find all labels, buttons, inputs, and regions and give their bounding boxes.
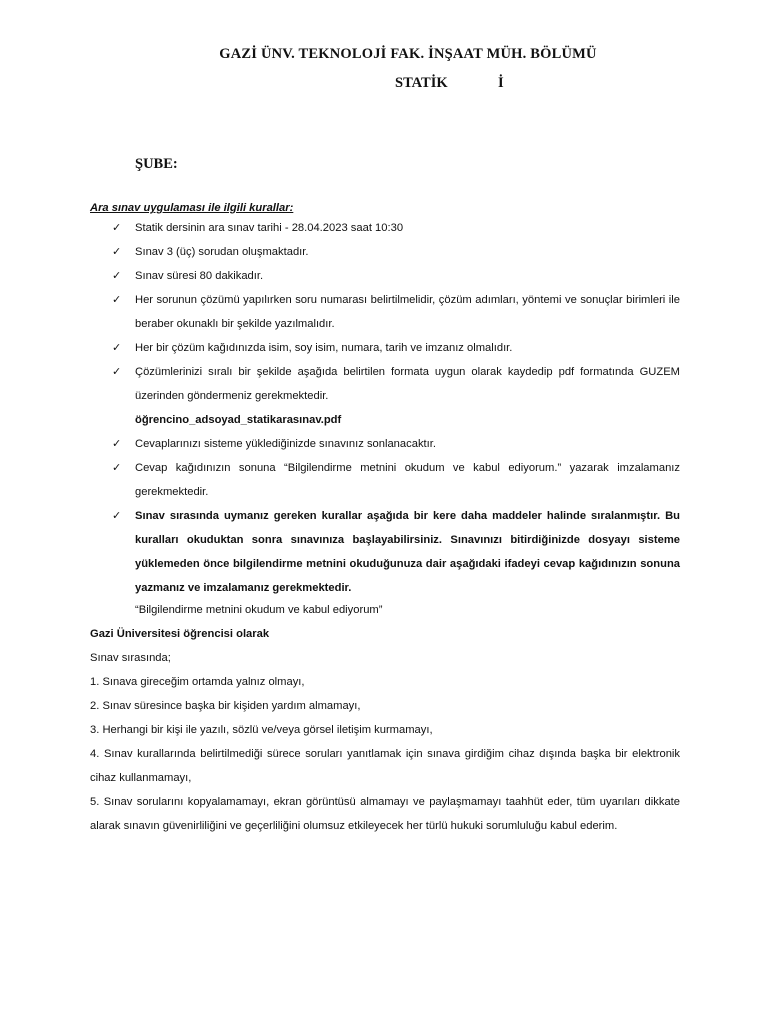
section-label: ŞUBE: [135, 156, 178, 172]
course-title-mark: İ [498, 75, 504, 91]
statement-quote: “Bilgilendirme metnini okudum ve kabul ediyorum” [135, 604, 383, 616]
pledge-item: 2. Sınav süresince başka bir kişiden yardım almamayı, [90, 700, 361, 712]
pledge-intro: Sınav sırasında; [90, 652, 171, 664]
rule-text-bold: Sınav sırasında uymanız gereken kurallar aşağıda bir kere daha maddeler halinde sıralanmıştır. Bu kuralları okuduktan sonra sınavınıza başlayabilirsiniz. Sınavınızı bitirdiğinizde dosyayı sisteme yüklemeden önce bilgilendirme metnini okuduğunuza dair aşağıdaki ifadeyi cevap kağıdınızın sonuna yazmanız ve imzalamanız gerekmektedir. [135, 510, 680, 594]
check-icon: ✓ [112, 366, 122, 378]
rule-item [90, 240, 680, 264]
rule-text: Cevap kağıdınızın sonuna “Bilgilendirme metnini okudum ve kabul ediyorum.” yazarak imzalamanız gerekmektedir. [135, 462, 680, 498]
pledge-item: 4. Sınav kurallarında belirtilmediği sürece soruları yanıtlamak için sınava girdiğim cihaz dışında başka bir elektronik cihaz kullanmamayı, [90, 748, 680, 784]
rule-item [90, 432, 680, 456]
rules-heading: Ara sınav uygulaması ile ilgili kurallar: [90, 202, 294, 214]
rule-item [90, 288, 680, 336]
rule-text: Cevaplarınızı sisteme yüklediğinizde sınavınız sonlanacaktır. [135, 438, 436, 450]
check-icon: ✓ [112, 294, 122, 306]
check-icon: ✓ [112, 222, 122, 234]
rule-text: Her bir çözüm kağıdınızda isim, soy isim, numara, tarih ve imzanız olmalıdır. [135, 342, 513, 354]
pledge-item: 1. Sınava gireceğim ortamda yalnız olmayı, [90, 676, 305, 688]
rule-item [90, 264, 680, 288]
rule-item [90, 360, 680, 408]
rule-text: Her sorunun çözümü yapılırken soru numarası belirtilmelidir, çözüm adımları, yöntemi ve sonuçlar birimleri ile beraber okunaklı bir şekilde yazılmalıdır. [135, 294, 680, 330]
rule-text: Statik dersinin ara sınav tarihi - 28.04.2023 saat 10:30 [135, 222, 404, 234]
rule-text: Sınav süresi 80 dakikadır. [135, 270, 264, 282]
check-icon: ✓ [112, 342, 122, 354]
rule-text: Çözümlerinizi sıralı bir şekilde aşağıda belirtilen formata uygun olarak kaydedip pdf formatında GUZEM üzerinden göndermeniz gerekmektedir. [135, 366, 680, 402]
check-icon: ✓ [112, 438, 122, 450]
check-icon: ✓ [112, 246, 122, 258]
rule-text: Sınav 3 (üç) sorudan oluşmaktadır. [135, 246, 309, 258]
rule-item [90, 456, 680, 504]
course-title: STATİK [395, 75, 448, 91]
pledge-list [90, 670, 680, 838]
filename-line [90, 408, 680, 432]
rule-item [90, 336, 680, 360]
check-icon: ✓ [112, 462, 122, 474]
rule-item [90, 216, 680, 240]
pledge-item: 3. Herhangi bir kişi ile yazılı, sözlü ve/veya görsel iletişim kurmamayı, [90, 724, 433, 736]
pledge-item: 5. Sınav sorularını kopyalamamayı, ekran görüntüsü almamayı ve paylaşmamayı taahhüt eder, tüm uyarıları dikkate alarak sınavın güvenirliliğini ve geçerliliğini olumsuz etkileyecek her türlü hukuki sorumluluğu kabul ederim. [90, 796, 680, 832]
check-icon: ✓ [112, 270, 122, 282]
rule-item [90, 504, 680, 600]
rules-list [90, 216, 680, 600]
check-icon: ✓ [112, 510, 122, 522]
pledge-heading: Gazi Üniversitesi öğrencisi olarak [90, 628, 270, 640]
page-title: GAZİ ÜNV. TEKNOLOJİ FAK. İNŞAAT MÜH. BÖLÜMÜ [219, 46, 597, 62]
filename-format: öğrencino_adsoyad_statikarasınav.pdf [135, 414, 342, 426]
